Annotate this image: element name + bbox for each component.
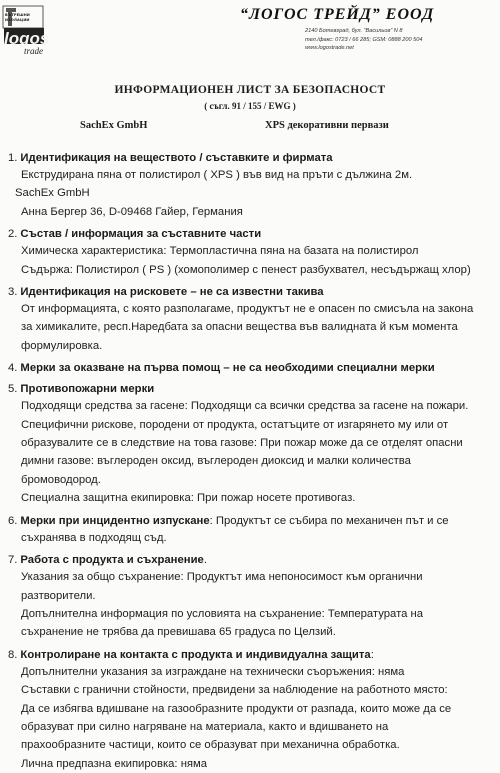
company-logo	[2, 4, 50, 56]
section-text-line: димни газове: въглероден оксид, въглероден диоксид и малки количества	[21, 455, 411, 468]
section-text-line: Подходящи средства за гасене: Подходящи са всички средства за гасене на пожари.	[21, 400, 469, 413]
section-text-line: прахообразните частици, които се образуват при механична обработка.	[21, 739, 400, 752]
section-heading	[8, 513, 500, 529]
section-text-line: бромоводород.	[21, 473, 101, 486]
section-heading	[8, 552, 500, 568]
section-text-line: SachEx GmbH	[15, 187, 90, 200]
section-number: 1.	[8, 152, 18, 164]
section-title: Контролиране на контакта с продукта и индивидуална защита	[20, 648, 371, 661]
section-title: Идентификация на рисковете – не са известни такива	[20, 286, 324, 299]
section-number: 2.	[8, 228, 18, 241]
product-name: XPS декоративни первази	[265, 120, 389, 131]
section-1	[8, 150, 500, 221]
section-text-line: Съдържа: Полистирол ( PS ) (хомополимер с пенест разбухвател, несъдържащ хлор)	[21, 263, 471, 276]
document-body	[8, 145, 500, 773]
contact-address: 2140 Ботевград, бул. “Васильов” N 8	[305, 28, 403, 34]
section-text-line: Екструдирана пяна от полистирол ( XPS ) във вид на пръти с дължина 2м.	[21, 169, 413, 181]
section-title-rest: :	[370, 648, 374, 661]
section-text-line: От информацията, с която разполагаме, продуктът не е опасен по смисъла на закона	[21, 303, 474, 316]
section-text-line: Съставки с гранични стойности, предвидени за наблюдение на работното място:	[21, 684, 448, 697]
section-title-rest: : Продуктът се събира по механичен път и се	[209, 514, 449, 527]
section-number: 4.	[8, 362, 18, 375]
section-text-line: Указания за общо съхранение: Продуктът има непоносимост към органични	[21, 571, 423, 584]
section-text-line: Да се избягва вдишване на газообразните продукти от разпада, които може да се	[21, 702, 452, 715]
section-number: 7.	[8, 554, 18, 567]
document-title: ИНФОРМАЦИОНЕН ЛИСТ ЗА БЕЗОПАСНОСТ	[114, 84, 386, 96]
section-text-line: Допълнителни указания за изграждане на технически съоръжения: няма	[21, 665, 405, 678]
section-number: 6.	[8, 514, 18, 527]
section-6	[8, 513, 500, 547]
section-7	[8, 552, 500, 642]
section-text-line: Допълнителна информация по условията на съхранение: Температурата на	[21, 607, 424, 620]
section-number: 5.	[8, 383, 18, 396]
section-4	[8, 360, 500, 376]
section-3	[8, 284, 500, 355]
section-heading	[8, 381, 500, 397]
logo-brand: logos	[4, 29, 50, 48]
section-text-line: съхранява в подходящ съд.	[21, 531, 167, 544]
logo-label-bottom: ИЗОЛАЦИИ	[5, 18, 30, 22]
section-title: Мерки при инцидентно изпускане	[20, 514, 210, 527]
logo-brand-sub: trade	[24, 46, 43, 56]
section-text-line: разтворители.	[21, 589, 96, 602]
section-heading	[8, 360, 500, 376]
section-text-line: образуват при силно нагряване на материала, както и вдишването на	[21, 720, 389, 733]
contact-website: www.logostrade.net	[305, 45, 354, 51]
section-heading	[8, 647, 500, 663]
section-title: Работа с продукта и съхранение	[20, 554, 204, 567]
section-5	[8, 381, 500, 507]
section-2	[8, 226, 500, 279]
section-title-rest: .	[203, 554, 207, 567]
section-title: Състав / информация за съставните части	[20, 228, 262, 241]
contact-phone: тел./факс: 0723 / 66 285; GSM: 0888 200 504	[305, 37, 423, 43]
section-heading	[8, 150, 500, 166]
section-text-line: Химическа характеристика: Термопластична пяна на базата на полистирол	[21, 245, 419, 258]
section-text-line: образувалите се в следствие на това газове: При пожар може да се отделят опасни	[21, 437, 463, 450]
supplier-name: SachEx GmbH	[80, 120, 148, 131]
section-text-line: за химикалите, респ.Наредбата за опасни вещества във валидната й към момента	[21, 321, 458, 334]
section-text-line: Специфични рискове, породени от продукта, остатъците от изгарянето му или от	[21, 418, 449, 431]
section-text-line: съхранение не трябва да превишава 65 градуса по Целзий.	[21, 626, 336, 639]
company-name: “ЛОГОС ТРЕЙД” ЕООД	[240, 6, 435, 23]
section-number: 3.	[8, 286, 18, 299]
document-subtitle: ( съгл. 91 / 155 / EWG )	[204, 101, 296, 111]
section-number: 8.	[8, 648, 18, 661]
section-text-line: Специална защитна екипировка: При пожар носете противогаз.	[21, 492, 356, 505]
section-title: Идентификация на веществото / съставките и фирмата	[20, 152, 333, 164]
logo-label-top: ВЪТРЕШНИ	[5, 13, 30, 17]
section-text-line: Анна Бергер 36, D-09468 Гайер, Германия	[21, 205, 243, 218]
section-heading	[8, 226, 500, 242]
section-title: Мерки за оказване на първа помощ – не са необходими специални мерки	[20, 362, 435, 375]
section-text-line: Лична предпазна екипировка: няма	[21, 757, 208, 770]
section-heading	[8, 284, 500, 300]
section-text-line: формулировка.	[21, 339, 103, 352]
section-8	[8, 647, 500, 773]
section-title: Противопожарни мерки	[20, 383, 155, 396]
